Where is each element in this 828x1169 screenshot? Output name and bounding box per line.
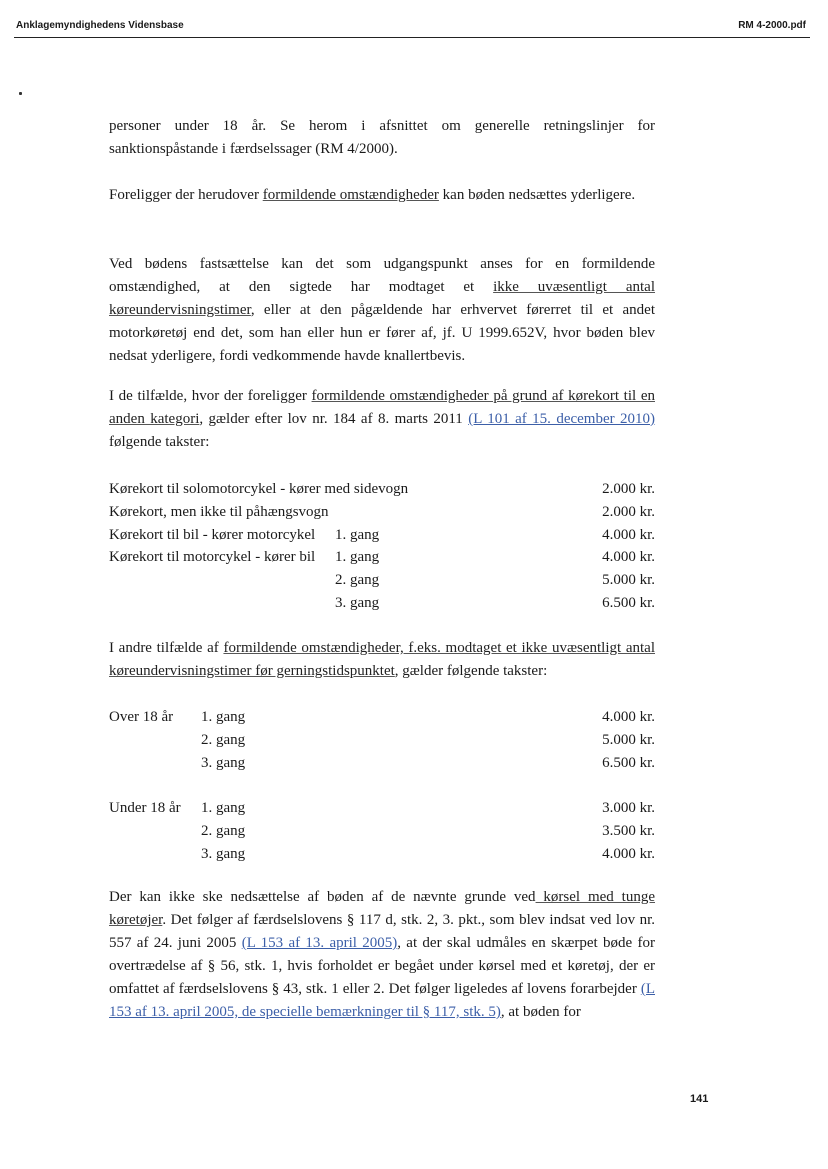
link-koreundervisning[interactable]: ikke uvæsentligt antal køreundervisningstimer xyxy=(109,279,655,318)
row-amount: 2.000 kr. xyxy=(602,504,655,520)
row-gang: 3. gang xyxy=(201,846,246,862)
paragraph-license-category xyxy=(109,385,655,454)
table-row xyxy=(109,478,655,501)
p4-text-a: I de tilfælde, hvor der foreligger xyxy=(109,388,312,404)
p3-text-b: , eller at den pågældende har erhvervet førerret til et andet motorkøretøj end det, som han eller hun er fører af, jf. U 1999.652V, hvor bøden blev nedsat yderligere, fordi vedkommende havde knallertbevis. xyxy=(109,302,655,364)
link-formildende-feks[interactable]: formildende omstændigheder, f.eks. modtaget et ikke uvæsentligt antal køreundervisningstimer før gerningstidspunktet xyxy=(109,640,655,679)
p6-text-d: , at bøden for xyxy=(500,1004,581,1020)
header-filename: RM 4-2000.pdf xyxy=(738,20,806,31)
row-amount: 3.500 kr. xyxy=(602,823,655,839)
row-amount: 4.000 kr. xyxy=(602,709,655,725)
paragraph-heavy-vehicles xyxy=(109,886,655,1024)
table-row xyxy=(109,569,655,592)
row-gang: 1. gang xyxy=(335,527,380,543)
row-amount: 2.000 kr. xyxy=(602,481,655,497)
row-gang: 3. gang xyxy=(335,595,380,611)
link-anden-kategori[interactable]: formildende omstændigheder på grund af kørekort til en anden kategori xyxy=(109,388,655,427)
p2-text-a: Foreligger der herudover xyxy=(109,187,263,203)
row-amount: 4.000 kr. xyxy=(602,527,655,543)
paragraph-other-cases xyxy=(109,637,655,683)
link-tunge-koretojer[interactable]: kørsel med tunge køretøjer xyxy=(109,889,655,928)
row-amount: 5.000 kr. xyxy=(602,732,655,748)
link-l153-bemaerkninger[interactable]: (L 153 af 13. april 2005, de specielle bemærkninger til § 117, stk. 5) xyxy=(109,981,655,1020)
link-l153[interactable]: (L 153 af 13. april 2005) xyxy=(241,935,398,951)
row-label: Kørekort til bil - kører motorcykel xyxy=(109,527,316,543)
header-title: Anklagemyndighedens Vidensbase xyxy=(16,20,184,31)
row-label: Over 18 år xyxy=(109,709,174,725)
p5-text-a: I andre tilfælde af xyxy=(109,640,224,656)
table-row xyxy=(109,501,655,524)
paragraph-mitigating xyxy=(109,184,655,207)
p6-text-a: Der kan ikke ske nedsættelse af bøden af de nævnte grunde ved xyxy=(109,889,536,905)
link-l101[interactable]: (L 101 af 15. december 2010) xyxy=(468,411,656,427)
p6-text-c: , at der skal udmåles en skærpet bøde for overtrædelse af § 56, stk. 1, hvis forholdet er begået under kørsel med et køretøj, der er omfattet af færdselslovens § 43, stk. 1 eller 2. Det følger ligeledes af lovens forarbejder xyxy=(109,935,655,997)
row-gang: 2. gang xyxy=(201,732,246,748)
p4-text-b: , gælder efter lov nr. 184 af 8. marts 2011 xyxy=(199,411,469,427)
row-label: Kørekort til solomotorcykel - kører med sidevogn xyxy=(109,481,409,497)
row-amount: 6.500 kr. xyxy=(602,595,655,611)
row-gang: 1. gang xyxy=(201,709,246,725)
table-row xyxy=(109,524,655,547)
table-row xyxy=(109,797,655,820)
table-row xyxy=(109,820,655,843)
table-row xyxy=(109,752,655,775)
page-number: 141 xyxy=(690,1093,709,1105)
row-gang: 1. gang xyxy=(335,549,380,565)
row-gang: 3. gang xyxy=(201,755,246,771)
paragraph-fine-assessment xyxy=(109,253,655,368)
table-row xyxy=(109,592,655,615)
scan-speck xyxy=(19,92,22,95)
table-row xyxy=(109,546,655,569)
row-label: Kørekort til motorcykel - kører bil xyxy=(109,549,316,565)
p6-text-b: . Det følger af færdselslovens § 117 d, stk. 2, 3. pkt., som blev indsat ved lov nr. 557 af 24. juni 2005 xyxy=(109,912,655,951)
paragraph-intro: personer under 18 år. Se herom i afsnittet om generelle retningslinjer for sanktionspåstande i færdselssager (RM 4/2000). xyxy=(109,118,655,157)
row-label: Under 18 år xyxy=(109,800,181,816)
row-amount: 3.000 kr. xyxy=(602,800,655,816)
row-amount: 4.000 kr. xyxy=(602,549,655,565)
row-amount: 5.000 kr. xyxy=(602,572,655,588)
header-divider xyxy=(14,37,810,38)
row-gang: 2. gang xyxy=(201,823,246,839)
link-formildende[interactable]: formildende omstændigheder xyxy=(262,187,439,203)
table-row xyxy=(109,843,655,866)
row-gang: 1. gang xyxy=(201,800,246,816)
p3-text-a: Ved bødens fastsættelse kan det som udgangspunkt anses for en formildende omstændighed, at den sigtede har modtaget et xyxy=(109,256,655,295)
table-row xyxy=(109,706,655,729)
p2-text-b: kan bøden nedsættes yderligere. xyxy=(438,187,636,203)
row-label: Kørekort, men ikke til påhængsvogn xyxy=(109,504,329,520)
p5-text-b: , gælder følgende takster: xyxy=(394,663,548,679)
table-row xyxy=(109,729,655,752)
row-gang: 2. gang xyxy=(335,572,380,588)
p4-text-c: følgende takster: xyxy=(109,434,210,450)
row-amount: 6.500 kr. xyxy=(602,755,655,771)
row-amount: 4.000 kr. xyxy=(602,846,655,862)
